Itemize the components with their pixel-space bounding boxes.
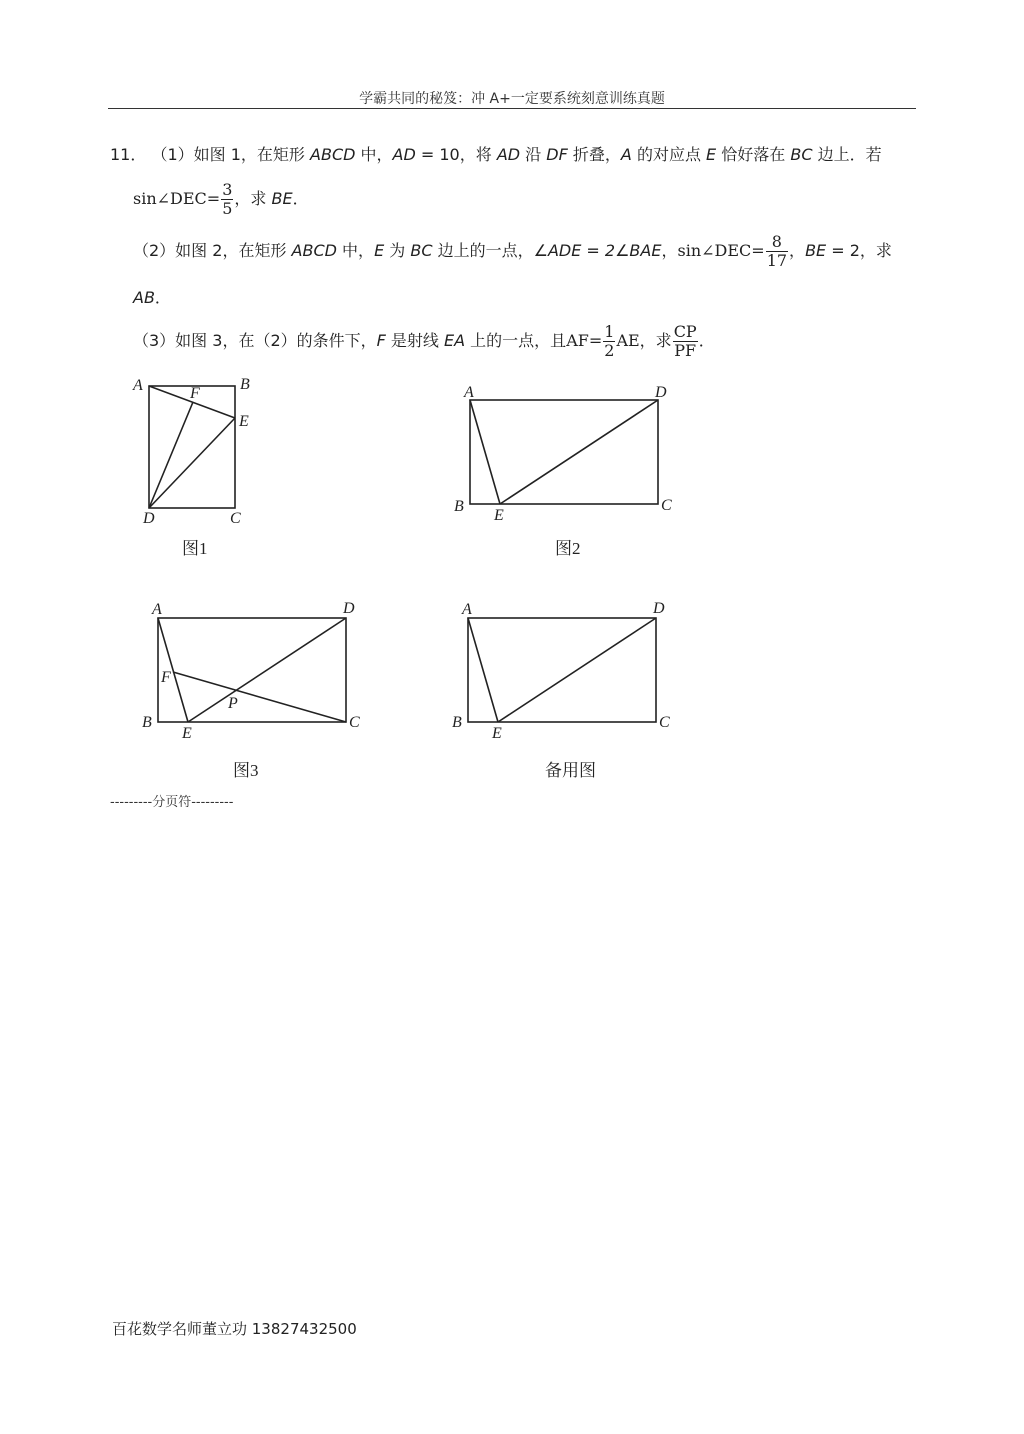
fig4-label-d: D: [653, 600, 665, 617]
text: ，: [789, 241, 806, 260]
math-point-e: E: [706, 145, 717, 164]
fig4-rectangle: [468, 618, 656, 722]
math-ea: EA: [444, 331, 466, 350]
text: （1）如图 1，在矩形: [151, 145, 311, 164]
text: ，求: [234, 189, 272, 208]
problem-number: 11．: [110, 145, 147, 164]
fraction-denominator: 17: [766, 251, 788, 270]
fraction-denominator: 5: [222, 199, 233, 218]
text: ．: [154, 288, 171, 307]
fig3-label-a: A: [152, 601, 162, 618]
fraction-numerator: 1: [604, 322, 615, 341]
fig4-label-a: A: [462, 601, 472, 618]
fraction-denominator: PF: [674, 341, 697, 360]
math-point-a: A: [620, 145, 632, 164]
fraction-numerator: CP: [673, 322, 697, 341]
fig2-label-e: E: [494, 507, 504, 524]
fig2-caption: 图2: [555, 539, 581, 558]
fig3-label-p: P: [228, 695, 238, 712]
math-point-f: F: [376, 331, 386, 350]
page-header: 学霸共同的秘笈：冲 A+一定要系统刻意训练真题: [359, 91, 665, 107]
math-ad: AD: [392, 145, 416, 164]
fig4-label-b: B: [452, 714, 462, 731]
fig2-label-d: D: [655, 384, 667, 401]
fig4-segment-ae: [468, 618, 498, 722]
text: ．: [698, 331, 715, 350]
fig4-label-e: E: [492, 725, 502, 742]
fig2-label-a: A: [464, 384, 474, 401]
fig3-label-e: E: [182, 725, 192, 742]
page-footer: 百花数学名师董立功 13827432500: [112, 1320, 357, 1338]
fig4-label-c: C: [659, 714, 670, 731]
math-ab: AB: [133, 288, 155, 307]
text: = 10，将: [415, 145, 497, 164]
fig4-caption: 备用图: [545, 761, 596, 780]
fig3-label-b: B: [142, 714, 152, 731]
fig3-caption: 图3: [233, 761, 259, 780]
text: 是射线: [385, 331, 445, 350]
fig2-label-c: C: [661, 497, 672, 514]
math-df: DF: [546, 145, 568, 164]
math-af: AF: [566, 331, 589, 350]
equals: =: [588, 331, 603, 350]
math-rect: ABCD: [310, 145, 356, 164]
fraction-numerator: 8: [766, 233, 788, 252]
text: 的对应点: [631, 145, 707, 164]
fig1-label-b: B: [240, 376, 250, 393]
fig1-label-a: A: [133, 377, 143, 394]
fraction-numerator: 3: [222, 180, 233, 199]
fig3-label-f: F: [161, 669, 171, 686]
text: （2）如图 2，在矩形: [133, 241, 292, 260]
text: 为: [384, 241, 411, 260]
fig1-label-e: E: [239, 413, 249, 430]
text: 边上的一点，: [432, 241, 534, 260]
math-be: BE: [805, 241, 827, 260]
text: ，: [661, 241, 678, 260]
math-angle: ∠ADE = 2∠BAE: [533, 241, 662, 260]
text: （3）如图 3，在（2）的条件下，: [133, 331, 377, 350]
text: ．: [292, 189, 309, 208]
sin-expression: sin∠DEC=: [133, 189, 221, 208]
text: 中，: [336, 241, 375, 260]
math-point-e: E: [374, 241, 385, 260]
fig1-label-c: C: [230, 510, 241, 527]
text: 中，: [355, 145, 393, 164]
fig4-segment-ed: [498, 618, 656, 722]
math-bc: BC: [410, 241, 433, 260]
fig1-caption: 图1: [182, 539, 208, 558]
fig3-label-d: D: [343, 600, 355, 617]
fraction-denominator: 2: [604, 341, 615, 360]
math-bc: BC: [790, 145, 813, 164]
text: 上的一点，且: [465, 331, 567, 350]
page-break-marker: ---------分页符---------: [110, 795, 234, 810]
fig1-label-f: F: [190, 385, 200, 402]
math-ad: AD: [496, 145, 521, 164]
fig1-label-d: D: [143, 510, 155, 527]
text: 恰好落在: [716, 145, 791, 164]
text: 边上．若: [812, 145, 882, 164]
text: 沿: [520, 145, 547, 164]
text: = 2，求: [826, 241, 892, 260]
text: ，求: [639, 331, 672, 350]
math-rect: ABCD: [291, 241, 337, 260]
text: 折叠，: [567, 145, 621, 164]
fig3-label-c: C: [349, 714, 360, 731]
fig2-label-b: B: [454, 498, 464, 515]
sin-expression: sin∠DEC=: [677, 241, 765, 260]
math-be: BE: [271, 189, 293, 208]
math-ae: AE: [616, 331, 640, 350]
